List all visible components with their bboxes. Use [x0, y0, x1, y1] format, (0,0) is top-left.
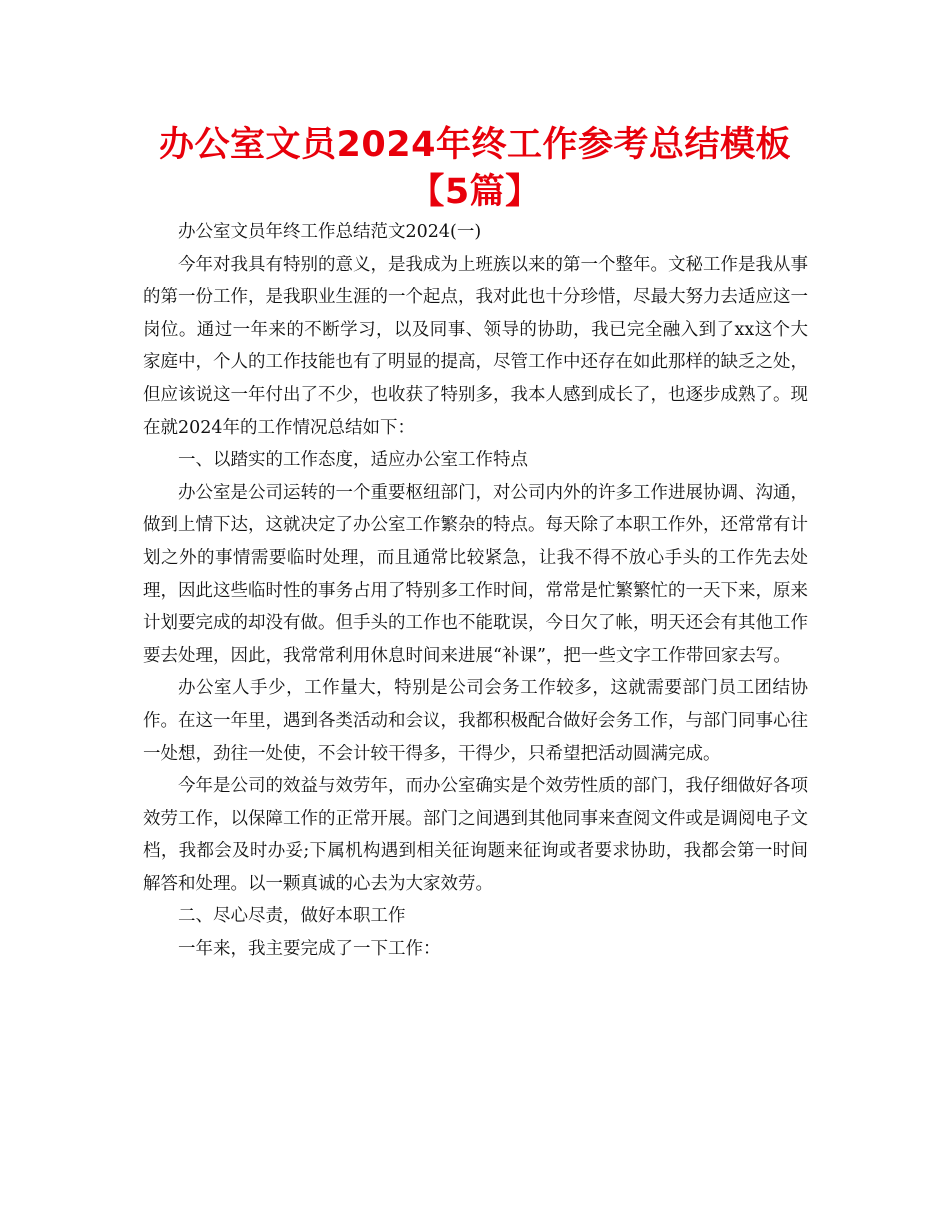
body-paragraph: 今年对我具有特别的意义，是我成为上班族以来的第一个整年。文秘工作是我从事的第一份工作，是我职业生涯的一个起点，我对此也十分珍惜，尽最大努力去适应这一岗位。通过一年来的不断学习，以及同事、领导的协助，我已完全融入到了xx这个大家庭中，个人的工作技能也有了明显的提高，尽管工作中还存在如此那样的缺乏之处，但应该说这一年付出了不少，也收获了特别多，我本人感到成长了，也逐步成熟了。现在就2024年的工作情况总结如下： [143, 254, 808, 438]
section-heading: 一、以踏实的工作态度，适应办公室工作特点 [178, 450, 528, 471]
body-paragraph: 今年是公司的效益与效劳年，而办公室确实是个效劳性质的部门，我仔细做好各项效劳工作，以保障工作的正常开展。部门之间遇到其他同事来查阅文件或是调阅电子文档，我都会及时办妥;下属机构遇到相关征询题来征询或者要求协助，我都会第一时间解答和处理。以一颗真诚的心去为大家效劳。 [143, 776, 808, 894]
document-body [143, 216, 808, 966]
section-heading: 二、尽心尽责，做好本职工作 [178, 906, 406, 927]
body-paragraph: 办公室人手少，工作量大，特别是公司会务工作较多，这就需要部门员工团结协作。在这一年里，遇到各类活动和会议，我都积极配合做好会务工作，与部门同事心往一处想，劲往一处使，不会计较干得多，干得少，只希望把活动圆满完成。 [143, 678, 808, 764]
body-paragraph: 办公室是公司运转的一个重要枢纽部门，对公司内外的许多工作进展协调、沟通，做到上情下达，这就决定了办公室工作繁杂的特点。每天除了本职工作外，还常常有计划之外的事情需要临时处理，而且通常比较紧急，让我不得不放心手头的工作先去处理，因此这些临时性的事务占用了特别多工作时间，常常是忙繁繁忙的一天下来，原来计划要完成的却没有做。但手头的工作也不能耽误，今日欠了帐，明天还会有其他工作要去处理，因此，我常常利用休息时间来进展“补课”，把一些文字工作带回家去写。 [143, 482, 808, 666]
body-paragraph: 一年来，我主要完成了一下工作： [178, 939, 441, 960]
section-heading: 办公室文员年终工作总结范文2024(一) [178, 222, 482, 242]
document-title: 办公室文员2024年终工作参考总结模板【5篇】 [159, 125, 791, 212]
